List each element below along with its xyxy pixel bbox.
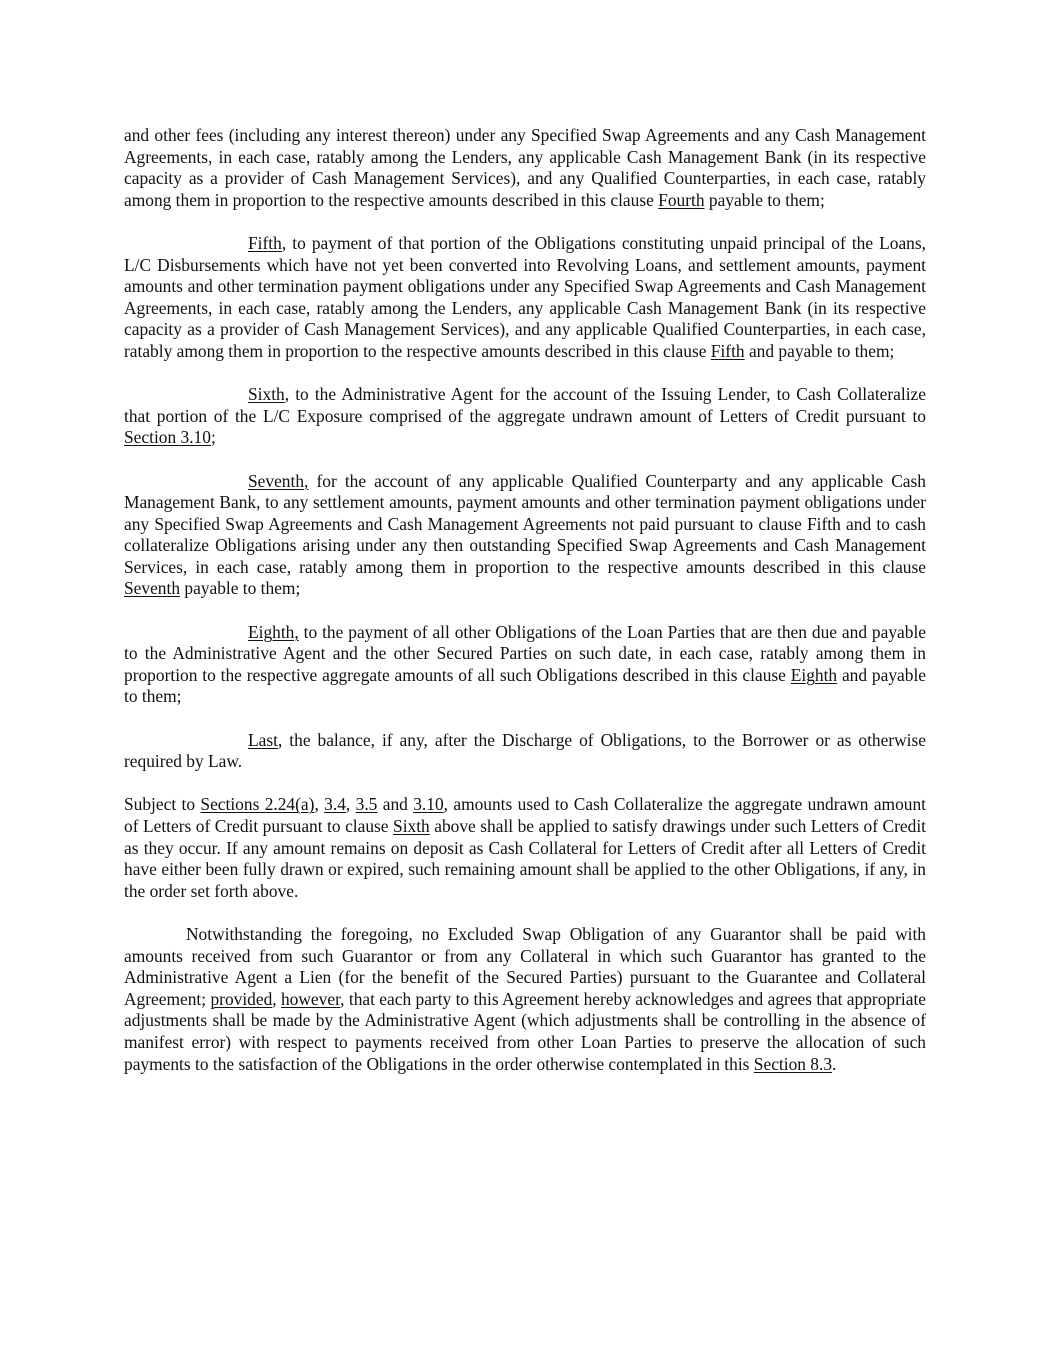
text: and other fees (including any interest thereon) under any Specified Swap Agreements and any Cash Management Agreements, in each case, ratably among the Lenders, any applicable Cash Management Bank (in its respective capacity as a provider of Cash Management Services), and any Qualified Counterparties, in each case, ratably among them in proportion to the respective amounts described in this clause	[124, 125, 926, 210]
paragraph-subject-to	[124, 794, 926, 902]
text: ,	[272, 988, 281, 1009]
text: , to payment of that portion of the Obligations constituting unpaid principal of the Loans, L/C Disbursements which have not yet been converted into Revolving Loans, and settlement amounts, payment amounts and other termination payment obligations under any Specified Swap Agreements and Cash Management Agreements, in each case, ratably among the Lenders, any applicable Cash Management Bank (in its respective capacity as a provider of Cash Management Services), and any applicable Qualified Counterparties, in each case, ratably among them in proportion to the respective amounts described in this clause	[124, 232, 926, 361]
text: and payable to them;	[124, 664, 926, 707]
text: ,	[314, 794, 325, 815]
text: Notwithstanding the foregoing, no Excluded Swap Obligation of any Guarantor shall be paid with amounts received from such Guarantor or from any Collateral in which such Guarantor has granted to the Administrative Agent a Lien (for the benefit of the Secured Parties) pursuant to the Guarantee and Collateral Agreement;	[124, 923, 926, 1009]
clause-reference: Fourth	[658, 189, 705, 210]
text: payable to them;	[180, 578, 301, 599]
text: and payable to them;	[744, 340, 895, 361]
proviso-term: provided	[210, 988, 273, 1009]
clause-heading: Eighth,	[248, 621, 299, 642]
paragraph-fifth	[124, 233, 926, 363]
text: payable to them;	[704, 189, 825, 210]
clause-heading: Sixth	[248, 384, 285, 405]
paragraph-fourth-continuation	[124, 125, 926, 211]
paragraph-sixth	[124, 384, 926, 449]
text: , amounts used to Cash Collateralize the aggregate undrawn amount of Letters of Credit pursuant to clause	[124, 794, 927, 836]
paragraph-last	[124, 730, 926, 773]
paragraph-notwithstanding	[124, 924, 926, 1075]
proviso-term: however	[280, 988, 341, 1009]
text: ;	[210, 427, 216, 448]
text: ,	[345, 794, 356, 815]
text: , the balance, if any, after the Discharge of Obligations, to the Borrower or as otherwise required by Law.	[124, 729, 926, 772]
text: , that each party to this Agreement hereby acknowledges and agrees that appropriate adjustments shall be made by the Administrative Agent (which adjustments shall be controlling in the absence of manifest error) with respect to payments received from other Loan Parties to preserve the allocation of such payments to the satisfaction of the Obligations in the order otherwise contemplated in this	[124, 988, 926, 1074]
clause-heading: Fifth	[248, 232, 282, 253]
clause-reference: Fifth	[710, 340, 745, 361]
text: to the payment of all other Obligations of the Loan Parties that are then due and payable to the Administrative Agent and the other Secured Parties on such date, in each case, ratably among them in proportion to the respective aggregate amounts of all such Obligations described in this clause	[124, 621, 926, 685]
text: Subject to	[124, 794, 201, 815]
text: above shall be applied to satisfy drawings under such Letters of Credit as they occur. If any amount remains on deposit as Cash Collateral for Letters of Credit after all Letters of Credit have either been fully drawn or expired, such remaining amount shall be applied to the other Obligations, if any, in the order set forth above.	[124, 816, 927, 901]
clause-reference: Seventh	[124, 578, 181, 599]
clause-reference: Eighth	[790, 664, 838, 685]
section-reference: 3.10	[413, 794, 444, 815]
paragraph-seventh	[124, 471, 926, 601]
text: , to the Administrative Agent for the account of the Issuing Lender, to Cash Collateralize that portion of the L/C Exposure comprised of the aggregate undrawn amount of Letters of Credit pursuant to	[124, 384, 926, 426]
section-reference: 3.4	[324, 794, 346, 815]
paragraph-eighth	[124, 622, 926, 708]
clause-reference: Sixth	[393, 816, 430, 836]
text: .	[832, 1053, 837, 1074]
section-reference: Section 8.3	[753, 1053, 833, 1074]
clause-heading: Seventh,	[248, 470, 309, 491]
section-reference: Sections 2.24(a)	[200, 794, 315, 815]
section-reference: Section 3.10	[124, 427, 211, 448]
clause-heading: Last	[248, 729, 278, 750]
section-reference: 3.5	[355, 794, 378, 815]
document-page	[124, 125, 926, 1097]
text: for the account of any applicable Qualified Counterparty and any applicable Cash Management Bank, to any settlement amounts, payment amounts and other termination payment obligations under any Specified Swap Agreements and Cash Management Agreements not paid pursuant to clause Fifth and to cash collateralize Obligations arising under any then outstanding Specified Swap Agreements and Cash Management Services, in each case, ratably among them in proportion to the respective amounts described in this clause	[124, 470, 926, 577]
text: and	[377, 794, 414, 815]
